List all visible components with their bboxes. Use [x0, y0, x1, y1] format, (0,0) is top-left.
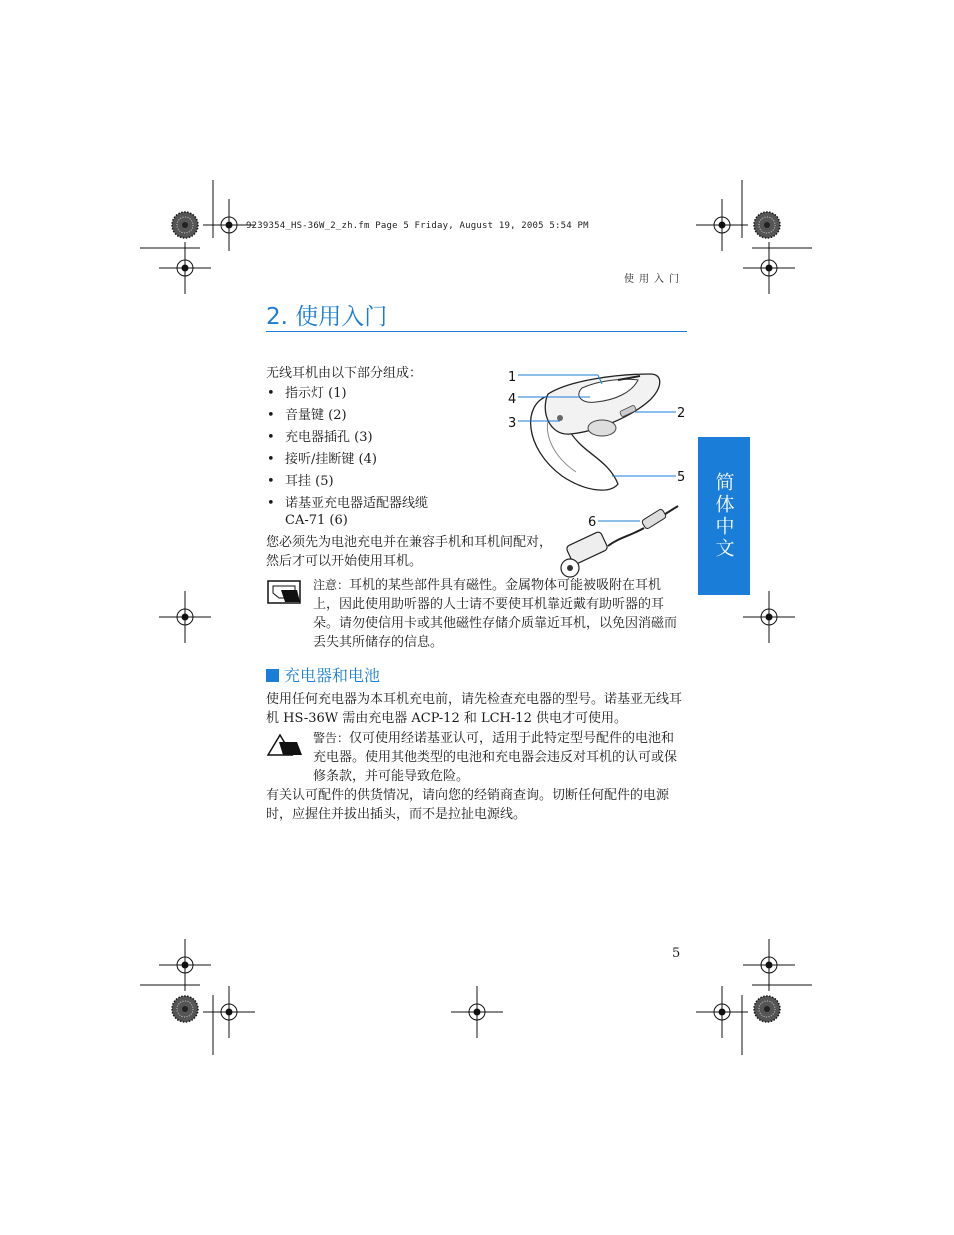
list-item: • 耳挂 (5) [266, 473, 486, 490]
language-tab-label: 简体中文 [712, 472, 735, 560]
chapter-rule [266, 331, 687, 332]
figure-label: 6 [588, 515, 597, 530]
file-info: 9239354_HS-36W_2_zh.fm Page 5 Friday, August 19, 2005 5:54 PM [246, 221, 589, 231]
figure-label: 1 [508, 370, 517, 385]
charger-paragraph: 使用任何充电器为本耳机充电前，请先检查充电器的型号。诺基亚无线耳机 HS-36W 需由充电器 ACP-12 和 LCH-12 供电才可使用。 [266, 692, 683, 726]
list-item: • 接听/挂断键 (4) [266, 451, 486, 468]
note-block [313, 576, 685, 652]
figure-label: 2 [677, 406, 686, 421]
accessory-paragraph: 有关认可配件的供货情况，请向您的经销商查询。切断任何配件的电源时，应握住并拔出插头，而不是拉扯电源线。 [266, 788, 670, 822]
warning-label: 警告： [313, 731, 350, 745]
warning-text: 仅可使用经诺基亚认可，适用于此特定型号配件的电池和充电器。使用其他类型的电池和充电器会违反对耳机的认可或保修条款，并可能导致危险。 [313, 731, 678, 784]
figure-label: 3 [508, 416, 517, 431]
chapter-title: 2. 使用入门 [266, 304, 388, 330]
section-square-icon [266, 669, 279, 682]
warning-block [313, 729, 685, 786]
note-icon [267, 580, 301, 604]
section-title [266, 663, 380, 686]
pairing-paragraph: 您必须先为电池充电并在兼容手机和耳机间配对，然后才可以开始使用耳机。 [266, 535, 553, 569]
page-number: 5 [672, 946, 681, 961]
running-header: 使用入门 [624, 274, 684, 285]
list-item: • 诺基亚充电器适配器线缆 CA-71 (6) [266, 495, 450, 529]
note-label: 注意： [313, 578, 350, 592]
note-text: 耳机的某些部件具有磁性。金属物体可能被吸附在耳机上，因此使用助听器的人士请不要使耳机靠近戴有助听器的耳朵。请勿使信用卡或其他磁性存储介质靠近耳机，以免因消磁而丢失其所储存的信息。 [313, 578, 678, 650]
parts-list [266, 385, 486, 534]
warning-icon [267, 734, 303, 756]
figure-label: 5 [677, 470, 686, 485]
language-tab [698, 437, 750, 595]
figure-label: 4 [508, 392, 517, 407]
list-item: • 充电器插孔 (3) [266, 429, 486, 446]
section-title-text: 充电器和电池 [284, 666, 381, 685]
list-item: • 指示灯 (1) [266, 385, 486, 402]
list-item: • 音量键 (2) [266, 407, 486, 424]
intro-text: 无线耳机由以下部分组成： [266, 366, 423, 381]
